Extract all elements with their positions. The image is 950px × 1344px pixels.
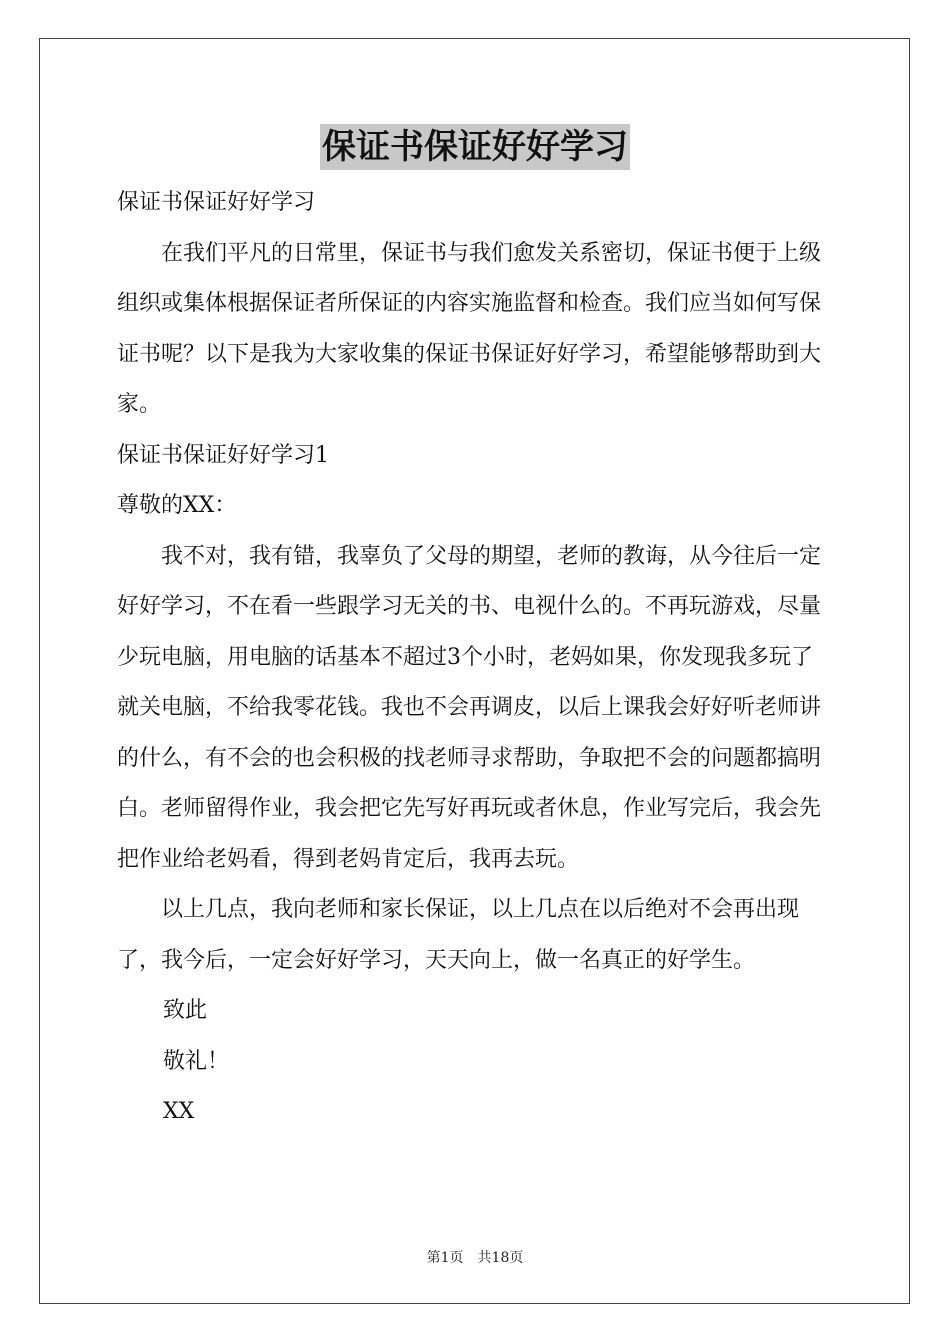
closing-line-2: 敬礼！ — [163, 1048, 230, 1074]
page-number: 第1页 共18页 — [426, 1250, 524, 1266]
body-paragraph-1: 我不对，我有错，我辜负了父母的期望，老师的教诲，从今往后一定好好学习，不在看一些跟学习无关的书、电视什么的。不再玩游戏，尽量少玩电脑，用电脑的话基本不超过3个小时，老妈如果，你发现我多玩了就关电脑，不给我零花钱。我也不会再调皮，以后上课我会好好听老师讲的什么，有不会的也会积极的找老师寻求帮助，争取把不会的问题都搞明白。老师留得作业，我会把它先写好再玩或者休息，作业写完后，我会先把作业给老妈看，得到老妈肯定后，我再去玩。 — [117, 543, 822, 872]
document-body — [117, 178, 833, 1138]
body-paragraph-2: 以上几点，我向老师和家长保证，以上几点在以后绝对不会再出现了，我今后，一定会好好学习，天天向上，做一名真正的好学生。 — [117, 897, 800, 973]
intro-paragraph: 在我们平凡的日常里，保证书与我们愈发关系密切，保证书便于上级组织或集体根据保证者所保证的内容实施监督和检查。我们应当如何写保证书呢？以下是我为大家收集的保证书保证好好学习，希望能够帮助到大家。 — [117, 240, 822, 417]
signature: XX — [163, 1099, 195, 1124]
title-wrapper — [0, 124, 950, 170]
salutation: 尊敬的XX： — [117, 493, 237, 518]
subtitle: 保证书保证好好学习 — [117, 190, 316, 215]
closing-line-1: 致此 — [163, 998, 208, 1023]
page-footer — [0, 1247, 950, 1267]
document-title: 保证书保证好好学习 — [320, 124, 630, 170]
section-heading: 保证书保证好好学习1 — [117, 442, 329, 468]
